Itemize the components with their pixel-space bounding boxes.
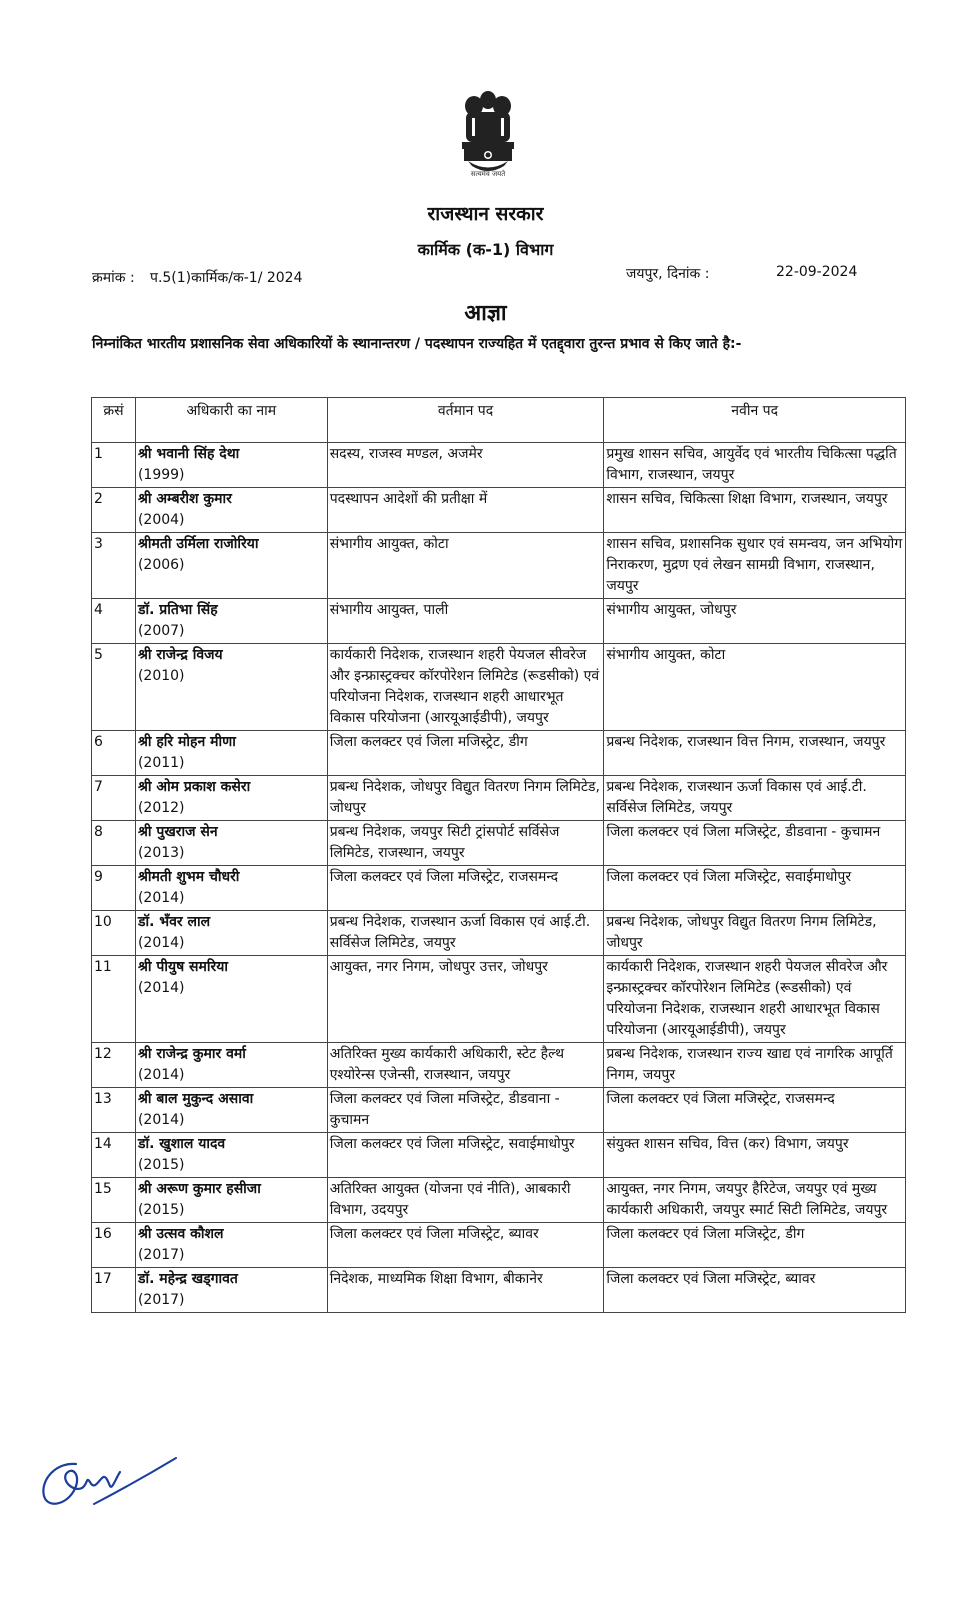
officer-name: डॉ. भँवर लाल — [137, 914, 211, 930]
row-officer — [135, 911, 327, 956]
row-serial: 2 — [92, 488, 136, 533]
row-serial: 5 — [92, 644, 136, 731]
row-serial: 8 — [92, 821, 136, 866]
officer-name: श्री हरि मोहन मीणा — [137, 734, 236, 750]
officer-name: श्री ओम प्रकाश कसेरा — [137, 779, 251, 795]
row-officer — [135, 1223, 327, 1268]
officer-batch-year: (2017) — [137, 1247, 185, 1263]
table-row — [92, 776, 906, 821]
row-officer — [135, 1178, 327, 1223]
order-number: प.5(1)कार्मिक/क-1/ 2024 — [150, 270, 303, 286]
officer-batch-year: (2017) — [137, 1292, 185, 1308]
row-serial: 16 — [92, 1223, 136, 1268]
row-officer — [135, 1133, 327, 1178]
row-serial: 3 — [92, 533, 136, 599]
row-serial: 14 — [92, 1133, 136, 1178]
order-number-label: क्रमांक : — [92, 270, 135, 286]
officer-name: श्री राजेन्द्र विजय — [137, 647, 223, 663]
row-serial: 15 — [92, 1178, 136, 1223]
officer-name: श्री राजेन्द्र कुमार वर्मा — [137, 1046, 246, 1062]
row-new-post: शासन सचिव, चिकित्सा शिक्षा विभाग, राजस्थान, जयपुर — [604, 488, 906, 533]
government-title: राजस्थान सरकार — [427, 203, 544, 225]
row-new-post: जिला कलक्टर एवं जिला मजिस्ट्रेट, ब्यावर — [604, 1268, 906, 1313]
officer-name: डॉ. खुशाल यादव — [137, 1136, 226, 1152]
table-header-row — [92, 398, 906, 443]
table-row — [92, 644, 906, 731]
row-officer — [135, 821, 327, 866]
table-row — [92, 1223, 906, 1268]
row-current-post: संभागीय आयुक्त, पाली — [327, 599, 604, 644]
row-new-post: प्रबन्ध निदेशक, राजस्थान ऊर्जा विकास एवं आई.टी. सर्विसेज लिमिटेड, जयपुर — [604, 776, 906, 821]
table-row — [92, 866, 906, 911]
row-new-post: संयुक्त शासन सचिव, वित्त (कर) विभाग, जयपुर — [604, 1133, 906, 1178]
table-row — [92, 533, 906, 599]
table-row — [92, 956, 906, 1043]
officer-batch-year: (1999) — [137, 467, 185, 483]
table-row — [92, 1088, 906, 1133]
row-new-post: संभागीय आयुक्त, कोटा — [604, 644, 906, 731]
row-new-post: जिला कलक्टर एवं जिला मजिस्ट्रेट, डीग — [604, 1223, 906, 1268]
header-new-post: नवीन पद — [604, 398, 906, 443]
header-current-post: वर्तमान पद — [327, 398, 604, 443]
officer-batch-year: (2007) — [137, 623, 185, 639]
row-new-post: शासन सचिव, प्रशासनिक सुधार एवं समन्वय, जन अभियोग निराकरण, मुद्रण एवं लेखन सामग्री विभाग, राजस्थान, जयपुर — [604, 533, 906, 599]
row-serial: 7 — [92, 776, 136, 821]
officer-batch-year: (2006) — [137, 557, 185, 573]
officer-batch-year: (2015) — [137, 1202, 185, 1218]
row-officer — [135, 644, 327, 731]
order-title: आज्ञा — [464, 301, 507, 326]
officer-batch-year: (2014) — [137, 1112, 185, 1128]
row-new-post: प्रबन्ध निदेशक, राजस्थान राज्य खाद्य एवं नागरिक आपूर्ति निगम, जयपुर — [604, 1043, 906, 1088]
place-date-label: जयपुर, दिनांक : — [626, 266, 710, 282]
row-current-post: सदस्य, राजस्व मण्डल, अजमेर — [327, 443, 604, 488]
row-serial: 13 — [92, 1088, 136, 1133]
row-officer — [135, 1088, 327, 1133]
officer-batch-year: (2015) — [137, 1157, 185, 1173]
row-new-post: आयुक्त, नगर निगम, जयपुर हैरिटेज, जयपुर एवं मुख्य कार्यकारी अधिकारी, जयपुर स्मार्ट सिटी लिमिटेड, जयपुर — [604, 1178, 906, 1223]
table-row — [92, 731, 906, 776]
row-serial: 9 — [92, 866, 136, 911]
row-current-post: जिला कलक्टर एवं जिला मजिस्ट्रेट, डीग — [327, 731, 604, 776]
row-officer — [135, 866, 327, 911]
row-new-post: प्रबन्ध निदेशक, जोधपुर विद्युत वितरण निगम लिमिटेड, जोधपुर — [604, 911, 906, 956]
row-officer — [135, 731, 327, 776]
emblem-motto: सत्यमेव जयते — [470, 170, 506, 178]
officer-batch-year: (2012) — [137, 800, 185, 816]
officer-batch-year: (2010) — [137, 668, 185, 684]
row-officer — [135, 488, 327, 533]
row-new-post: संभागीय आयुक्त, जोधपुर — [604, 599, 906, 644]
row-current-post: प्रबन्ध निदेशक, जोधपुर विद्युत वितरण निगम लिमिटेड, जोधपुर — [327, 776, 604, 821]
row-current-post: आयुक्त, नगर निगम, जोधपुर उत्तर, जोधपुर — [327, 956, 604, 1043]
table-row — [92, 1133, 906, 1178]
row-new-post: प्रबन्ध निदेशक, राजस्थान वित्त निगम, राजस्थान, जयपुर — [604, 731, 906, 776]
row-officer — [135, 956, 327, 1043]
row-current-post: अतिरिक्त आयुक्त (योजना एवं नीति), आबकारी विभाग, उदयपुर — [327, 1178, 604, 1223]
row-serial: 17 — [92, 1268, 136, 1313]
row-new-post: जिला कलक्टर एवं जिला मजिस्ट्रेट, राजसमन्द — [604, 1088, 906, 1133]
row-new-post: प्रमुख शासन सचिव, आयुर्वेद एवं भारतीय चिकित्सा पद्धति विभाग, राजस्थान, जयपुर — [604, 443, 906, 488]
row-officer — [135, 776, 327, 821]
table-row — [92, 911, 906, 956]
row-officer — [135, 599, 327, 644]
officer-name: श्री पुखराज सेन — [137, 824, 218, 840]
officer-batch-year: (2004) — [137, 512, 185, 528]
row-current-post: पदस्थापन आदेशों की प्रतीक्षा में — [327, 488, 604, 533]
table-row — [92, 443, 906, 488]
row-current-post: अतिरिक्त मुख्य कार्यकारी अधिकारी, स्टेट हैल्थ एश्योरेन्स एजेन्सी, राजस्थान, जयपुर — [327, 1043, 604, 1088]
row-new-post: जिला कलक्टर एवं जिला मजिस्ट्रेट, डीडवाना - कुचामन — [604, 821, 906, 866]
state-emblem — [454, 86, 522, 186]
officer-name: श्री बाल मुकुन्द असावा — [137, 1091, 254, 1107]
table-row — [92, 821, 906, 866]
officer-name: श्रीमती उर्मिला राजोरिया — [137, 536, 259, 552]
row-new-post: जिला कलक्टर एवं जिला मजिस्ट्रेट, सवाईमाधोपुर — [604, 866, 906, 911]
row-officer — [135, 1043, 327, 1088]
row-officer — [135, 443, 327, 488]
row-serial: 4 — [92, 599, 136, 644]
row-officer — [135, 1268, 327, 1313]
row-serial: 1 — [92, 443, 136, 488]
table-row — [92, 599, 906, 644]
row-current-post: कार्यकारी निदेशक, राजस्थान शहरी पेयजल सीवरेज और इन्फ्रास्ट्रक्चर कॉरपोरेशन लिमिटेड (रूडसीको) एवं परियोजना निदेशक, राजस्थान शहरी आधारभूत विकास परियोजना (आरयूआईडीपी), जयपुर — [327, 644, 604, 731]
table-row — [92, 488, 906, 533]
officer-name: श्री अम्बरीश कुमार — [137, 491, 232, 507]
officer-name: डॉ. प्रतिभा सिंह — [137, 602, 218, 618]
department-title: कार्मिक (क-1) विभाग — [417, 240, 554, 259]
officer-name: श्री पीयुष समरिया — [137, 959, 228, 975]
row-serial: 11 — [92, 956, 136, 1043]
order-intro: निम्नांकित भारतीय प्रशासनिक सेवा अधिकारियों के स्थानान्तरण / पदस्थापन राज्यहित में एतद्द्वारा तुरन्त प्रभाव से किए जाते है:- — [92, 336, 742, 352]
row-new-post: कार्यकारी निदेशक, राजस्थान शहरी पेयजल सीवरेज और इन्फ्रास्ट्रक्चर कॉरपोरेशन लिमिटेड (रूडसीको) एवं परियोजना निदेशक, राजस्थान शहरी आधारभूत विकास परियोजना (आरयूआईडीपी), जयपुर — [604, 956, 906, 1043]
officer-batch-year: (2014) — [137, 980, 185, 996]
row-current-post: प्रबन्ध निदेशक, राजस्थान ऊर्जा विकास एवं आई.टी. सर्विसेज लिमिटेड, जयपुर — [327, 911, 604, 956]
row-serial: 12 — [92, 1043, 136, 1088]
row-current-post: जिला कलक्टर एवं जिला मजिस्ट्रेट, डीडवाना - कुचामन — [327, 1088, 604, 1133]
transfer-table — [91, 397, 906, 1313]
header-officer-name: अधिकारी का नाम — [135, 398, 327, 443]
officer-batch-year: (2014) — [137, 1067, 185, 1083]
signature — [36, 1452, 186, 1522]
officer-name: डॉ. महेन्द्र खड्गावत — [137, 1271, 238, 1287]
officer-batch-year: (2011) — [137, 755, 185, 771]
header-sno: क्रसं — [92, 398, 136, 443]
officer-name: श्री अरूण कुमार हसीजा — [137, 1181, 261, 1197]
officer-batch-year: (2014) — [137, 935, 185, 951]
row-current-post: प्रबन्ध निदेशक, जयपुर सिटी ट्रांसपोर्ट सर्विसेज लिमिटेड, राजस्थान, जयपुर — [327, 821, 604, 866]
officer-name: श्री उत्सव कौशल — [137, 1226, 224, 1242]
row-current-post: जिला कलक्टर एवं जिला मजिस्ट्रेट, सवाईमाधोपुर — [327, 1133, 604, 1178]
table-row — [92, 1268, 906, 1313]
row-current-post: जिला कलक्टर एवं जिला मजिस्ट्रेट, राजसमन्द — [327, 866, 604, 911]
officer-batch-year: (2014) — [137, 890, 185, 906]
table-row — [92, 1178, 906, 1223]
table-row — [92, 1043, 906, 1088]
row-current-post: जिला कलक्टर एवं जिला मजिस्ट्रेट, ब्यावर — [327, 1223, 604, 1268]
order-date: 22-09-2024 — [776, 264, 858, 280]
row-officer — [135, 533, 327, 599]
officer-name: श्री भवानी सिंह देथा — [137, 446, 240, 462]
officer-name: श्रीमती शुभम चौधरी — [137, 869, 240, 885]
officer-batch-year: (2013) — [137, 845, 185, 861]
row-current-post: निदेशक, माध्यमिक शिक्षा विभाग, बीकानेर — [327, 1268, 604, 1313]
row-serial: 10 — [92, 911, 136, 956]
row-current-post: संभागीय आयुक्त, कोटा — [327, 533, 604, 599]
row-serial: 6 — [92, 731, 136, 776]
